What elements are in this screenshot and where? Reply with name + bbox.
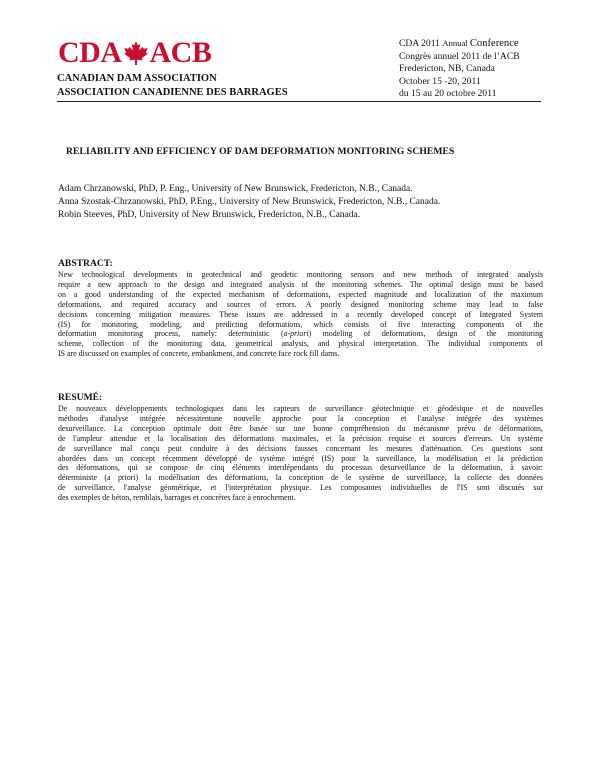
resume-line: De nouveaux développements technologiques dans les capteurs de surveillance géotechnique et géodésique et de nouvelles xyxy=(58,404,543,413)
resume-line: des déformations, qui se compose de cinq éléments interdépendants du processus desurveillance de la déformation, à savoir: xyxy=(58,463,543,473)
logo-left-text: CDA xyxy=(58,36,122,70)
resume-line: desurveillance. La conception optimale doit être basée sur une bonne compréhension du mécanisme prévu de déformations, xyxy=(58,423,543,433)
resume-line: de l'ampleur attendue et la localisation des déformations maximales, et la précision requise et sources d'erreurs. Un système xyxy=(58,433,543,443)
abstract-line: decisions concerning mitigation measures. These issues are addressed in a recently developed concept of Integrated System xyxy=(58,309,543,319)
abstract-line: New technological developments in geotechnical and geodetic monitoring sensors and new methods of integrated analysis xyxy=(58,270,543,279)
org-name-french: ASSOCIATION CANADIENNE DES BARRAGES xyxy=(57,87,288,98)
conference-dates-english: October 15 -20, 2011 xyxy=(399,75,481,87)
abstract-line: IS are discussed on examples of concrete, embankment, and concrete face rock fill dams. xyxy=(58,349,340,359)
author-line: Robin Steeves, PhD, University of New Brunswick, Fredericton, N.B., Canada. xyxy=(58,209,361,220)
cda-acb-logo xyxy=(58,36,211,68)
resume-line: des exemples de béton, remblais, barrages et concrètes face à enrochement. xyxy=(58,493,296,503)
resume-heading: RESUMÉ: xyxy=(58,392,103,403)
abstract-line: deformation monitoring process, namely: deterministic (a-priori) modeling of deformations, design of the monitoring xyxy=(58,329,543,339)
resume-line: abordées dans un concept récemment développé de système intégré (IS) pour la surveillance, la modélisation et la prédiction xyxy=(58,453,543,463)
logo-right-text: ACB xyxy=(149,36,212,70)
abstract-line: on a good understanding of the expected mechanism of deformations, expected magnitude and localization of the maximum xyxy=(58,289,543,299)
header-divider xyxy=(57,101,541,102)
author-line: Adam Chrzanowski, PhD, P. Eng., University of New Brunswick, Fredericton, N.B., Canada. xyxy=(58,184,413,194)
italic-term: a-priori xyxy=(283,329,309,339)
resume-line: de surveillance, l'analyse géométrique, et l'interprétation physique. Les composantes individuelles de l'IS sont discutés sur xyxy=(58,483,543,493)
org-name-english: CANADIAN DAM ASSOCIATION xyxy=(57,73,217,84)
resume-line: déterministe (a priori) la modélisation des déformations, la conception de le système de surveillance, la collecte des données xyxy=(58,473,543,483)
conference-location: Fredericton, NB, Canada xyxy=(399,63,495,75)
abstract-line: scheme, collection of the monitoring data, geometrical analysis, and physical interpretation. The individual components of xyxy=(58,339,543,349)
resume-line: méthodes d'analyse intégrée nécessitentune nouvelle approche pour la conception et l'analyse intégrée des systèmes xyxy=(58,413,543,423)
abstract-heading: ABSTRACT: xyxy=(58,258,113,269)
abstract-body xyxy=(58,270,543,359)
author-list xyxy=(58,183,440,221)
resume-body xyxy=(58,404,543,503)
conference-line-2: Congrès annuel 2011 de l’ACB xyxy=(399,50,520,62)
maple-leaf-icon xyxy=(123,40,149,66)
abstract-line: deformations, and required accuracy and sources of errors. A poorly designed monitoring scheme may lead to false xyxy=(58,299,543,309)
conference-dates-french: du 15 au 20 octobre 2011 xyxy=(399,88,497,100)
abstract-line: (IS) for monitoring, modeling, and predicting deformations, which consists of five interacting components of the xyxy=(58,319,543,329)
conference-info xyxy=(399,37,520,101)
conference-line-1: CDA 2011 Annual Conference xyxy=(399,38,519,49)
abstract-line: require a new approach to the design and integrated analysis of the monitoring schemes. The optimal design must be based xyxy=(58,279,543,289)
paper-title: RELIABILITY AND EFFICIENCY OF DAM DEFORMATION MONITORING SCHEMES xyxy=(66,146,455,157)
resume-line: de surveillance mal conçu peut conduire à des décisions fausses concernant les mesures d'atténuation. Ces questions sont xyxy=(58,443,543,453)
author-line: Anna Szostak-Chrzanowski, PhD, P.Eng., University of New Brunswick, Fredericton, N.B., Canada. xyxy=(58,196,441,207)
